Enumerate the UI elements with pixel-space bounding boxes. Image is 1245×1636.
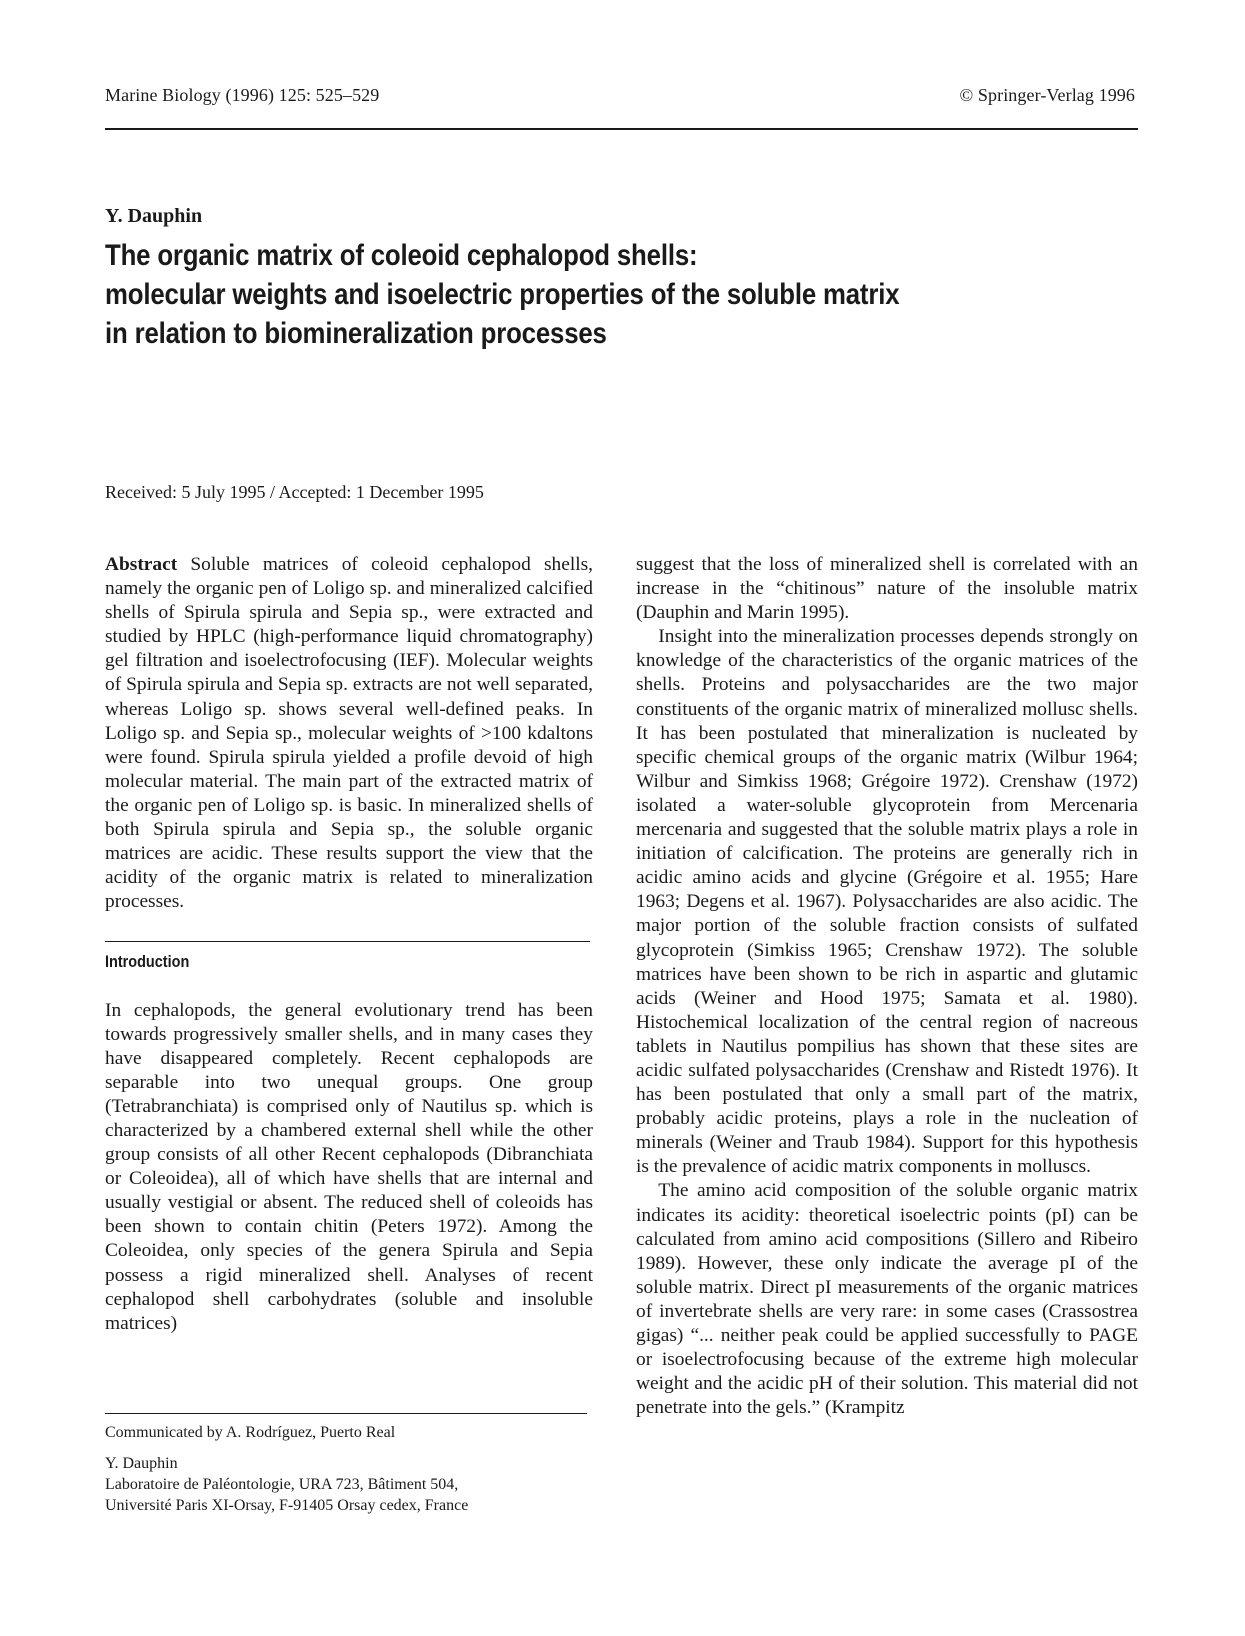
- intro-paragraph-2: Insight into the mineralization processes depends strongly on knowledge of the characteristics of the organic matrices of the shells. Proteins and polysaccharides are the two major constituents of the organic matrix of mineralized mollusc shells. It has been postulated that mineralization is nucleated by specific chemical groups of the organic matrix (Wilbur 1964; Wilbur and Simkiss 1968; Grégoire 1972). Crenshaw (1972) isolated a water-soluble glycoprotein from Mercenaria mercenaria and suggested that the soluble matrix plays a role in initiation of calcification. The proteins are generally rich in acidic amino acids and glycine (Grégoire et al. 1955; Hare 1963; Degens et al. 1967). Polysaccharides are also acidic. The major portion of the soluble fraction consists of sulfated glycoprotein (Simkiss 1965; Crenshaw 1972). The soluble matrices have been shown to be rich in aspartic and glutamic acids (Weiner and Hood 1975; Samata et al. 1980). Histochemical localization of the central region of nacreous tablets in Nautilus pompilius has shown that these sites are acidic sulfated polysaccharides (Crenshaw and Ristedt 1976). It has been postulated that only a small part of the matrix, probably acidic proteins, plays a role in the nucleation of minerals (Weiner and Traub 1984). Support for this hypothesis is the prevalence of acidic matrix components in molluscs.: [636, 626, 1138, 1178]
- article-title: [105, 236, 965, 353]
- section-rule: [105, 941, 590, 942]
- title-line: in relation to biomineralization processes: [105, 317, 607, 350]
- abstract-text: Soluble matrices of coleoid cephalopod shells, namely the organic pen of Loligo sp. and mineralized calcified shells of Spirula spirula and Sepia sp., were extracted and studied by HPLC (high-performance liquid chromatography) gel filtration and isoelectrofocusing (IEF). Molecular weights of Spirula spirula and Sepia sp. extracts are not well separated, whereas Loligo sp. shows several well-defined peaks. In Loligo sp. and Sepia sp., molecular weights of >100 kdaltons were found. Spirula spirula yielded a profile devoid of high molecular material. The main part of the extracted matrix of the organic pen of Loligo sp. is basic. In mineralized shells of both Spirula spirula and Sepia sp., the soluble organic matrices are acidic. These results support the view that the acidity of the organic matrix is related to mineralization processes.: [105, 554, 593, 913]
- journal-reference: Marine Biology (1996) 125: 525–529: [105, 85, 380, 105]
- affiliation-line: Laboratoire de Paléontologie, URA 723, Bâtiment 504,: [105, 1476, 459, 1493]
- copyright-notice: © Springer-Verlag 1996: [959, 85, 1135, 105]
- introduction-heading: Introduction: [105, 952, 190, 972]
- intro-paragraph-3: The amino acid composition of the soluble organic matrix indicates its acidity: theoretical isoelectric points (pI) can be calculated from amino acid compositions (Sillero and Ribeiro 1989). However, these only indicate the average pI of the soluble matrix. Direct pI measurements of the organic matrices of invertebrate shells are very rare: in some cases (Crassostrea gigas) “... neither peak could be applied successfully to PAGE or isoelectrofocusing because of the extreme high molecular weight and the acidic pH of their solution. This material did not penetrate into the gels.” (Krampitz: [636, 1180, 1138, 1419]
- affiliation-line: Université Paris XI-Orsay, F-91405 Orsay cedex, France: [105, 1497, 469, 1514]
- right-column: [636, 553, 1138, 1420]
- header-rule: [105, 128, 1138, 130]
- affiliation-name: Y. Dauphin: [105, 1455, 178, 1472]
- author-name: Y. Dauphin: [105, 205, 203, 227]
- abstract-label: Abstract: [105, 554, 178, 575]
- footnotes: [105, 1422, 605, 1516]
- communicated-by: Communicated by A. Rodríguez, Puerto Real: [105, 1424, 396, 1441]
- intro-paragraph-1: In cephalopods, the general evolutionary trend has been towards progressively smaller shells, and in many cases they have disappeared completely. Recent cephalopods are separable into two unequal groups. One group (Tetrabranchiata) is comprised only of Nautilus sp. which is characterized by a chambered external shell while the other group consists of all other Recent cephalopods (Dibranchiata or Coleoidea), all of which have shells that are internal and usually vestigial or absent. The reduced shell of coleoids has been shown to contain chitin (Peters 1972). Among the Coleoidea, only species of the genera Spirula and Sepia possess a rigid mineralized shell. Analyses of recent cephalopod shell carbohydrates (soluble and insoluble matrices): [105, 999, 593, 1334]
- title-line: molecular weights and isoelectric properties of the soluble matrix: [105, 278, 900, 311]
- received-accepted-dates: Received: 5 July 1995 / Accepted: 1 December 1995: [105, 482, 484, 502]
- title-line: The organic matrix of coleoid cephalopod shells:: [105, 239, 698, 272]
- intro-paragraph-1-continued: suggest that the loss of mineralized shell is correlated with an increase in the “chitinous” nature of the insoluble matrix (Dauphin and Marin 1995).: [636, 554, 1138, 624]
- left-column: [105, 553, 593, 1336]
- running-head: [105, 85, 1135, 106]
- abstract: [105, 553, 593, 914]
- footnote-rule: [105, 1413, 587, 1414]
